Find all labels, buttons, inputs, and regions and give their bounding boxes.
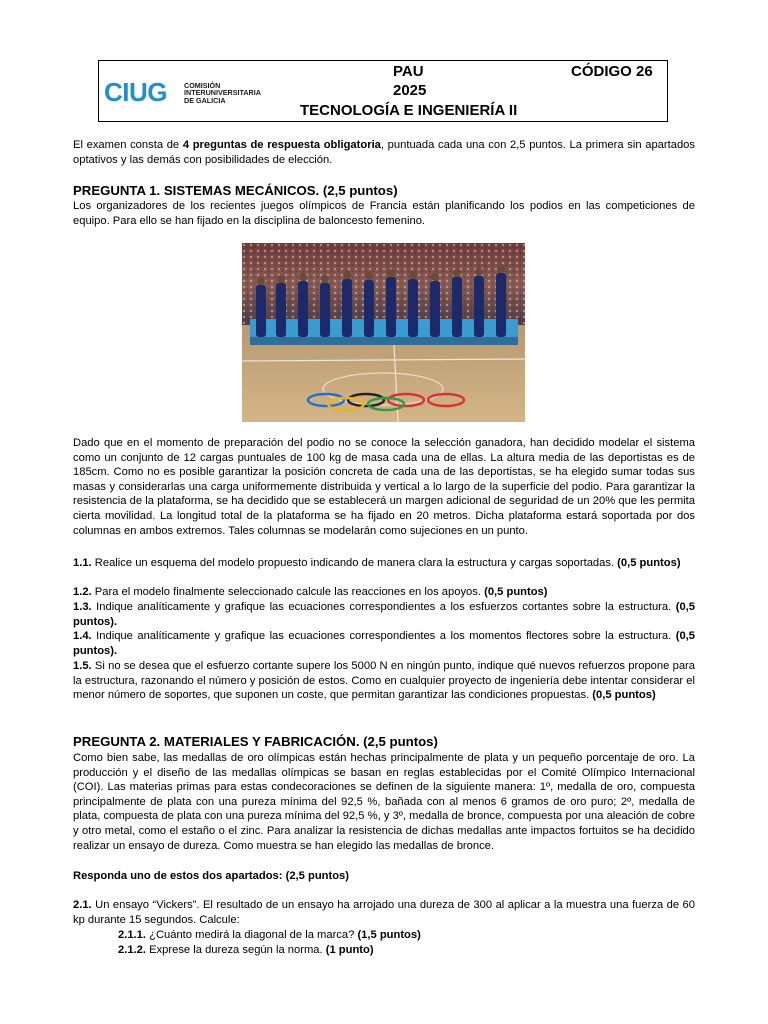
- exam-year: 2025: [393, 82, 427, 99]
- question-2-choice-instruction: Responda uno de estos dos apartados: (2,5 puntos): [73, 870, 349, 882]
- exam-header: [98, 60, 668, 122]
- question-1-item: 1.3. Indique analíticamente y grafique las ecuaciones correspondientes a los esfuerzos cortantes sobre la estructura. (0,5 puntos).: [73, 601, 695, 628]
- question-1-item: 1.1. Realice un esquema del modelo propuesto indicando de manera clara la estructura y cargas soportadas. (0,5 puntos): [73, 557, 681, 569]
- question-1-description: Dado que en el momento de preparación del podio no se conoce la selección ganadora, han decidido modelar el sistema como un conjunto de 12 cargas puntuales de 100 kg de masa cada una de ellas. La altura media de las deportistas es de 185cm. Como no es posible garantizar la posición concreta de cada una de las deportistas, se ha elegido sumar todas sus masas y considerarlas una carga uniformemente distribuida y vertical a lo largo de la superficie del podio. Para garantizar la resistencia de la plataforma, se ha decidido que se establecerá un margen adicional de seguridad de un 20% que les permita cierta movilidad. La longitud total de la plataforma se ha fijado en 20 metros. Dicha plataforma estará soportada por dos columnas en ambos extremos. Tales columnas se modelarán como sujeciones en un punto.: [73, 437, 695, 537]
- question-2-subitem-part: 2.1.2. Exprese la dureza según la norma. (1 punto): [118, 944, 374, 956]
- exam-type: PAU: [393, 63, 424, 80]
- ciug-logo-mark: CIUG: [104, 77, 167, 107]
- question-2-subitem: 2.1. Un ensayo “Vickers”. El resultado de un ensayo ha arrojado una dureza de 300 al aplicar a la muestra una fuerza de 60 kp durante 15 segundos. Calcule:: [73, 899, 695, 926]
- question-1-intro: Los organizadores de los recientes juegos olímpicos de Francia están planificando los podios en las competiciones de equipo. Para ello se han fijado en la disciplina de baloncesto femenino.: [73, 200, 695, 227]
- question-1-item: 1.2. Para el modelo finalmente seleccionado calcule las reacciones en los apoyos. (0,5 puntos): [73, 586, 548, 598]
- question-1-item: 1.4. Indique analíticamente y grafique las ecuaciones correspondientes a los momentos flectores sobre la estructura. (0,5 puntos).: [73, 630, 695, 657]
- question-1-item: 1.5. Si no se desea que el esfuerzo cortante supere los 5000 N en ningún punto, indique qué nuevos refuerzos propone para la estructura, razonando el número y posición de estos. Como en cualquier proyecto de ingeniería debe intentar considerar el menor número de soportes, que suponen un coste, que permitan garantizar las condiciones propuestas. (0,5 puntos): [73, 660, 695, 702]
- question-2-subitem-part: 2.1.1. ¿Cuánto medirá la diagonal de la marca? (1,5 puntos): [118, 929, 421, 941]
- exam-instructions: El examen consta de 4 preguntas de respuesta obligatoria, puntuada cada una con 2,5 puntos. La primera sin apartados optativos y las demás con posibilidades de elección.: [73, 139, 695, 166]
- ciug-logo-text: COMISIÓN INTERUNIVERSITARIA DE GALICIA: [184, 81, 261, 105]
- exam-code: CÓDIGO 26: [571, 63, 653, 80]
- exam-subject: TECNOLOGÍA E INGENIERÍA II: [300, 102, 518, 119]
- question-2-title: PREGUNTA 2. MATERIALES Y FABRICACIÓN. (2,5 puntos): [73, 734, 438, 749]
- question-2-description: Como bien sabe, las medallas de oro olímpicas están hechas principalmente de plata y un pequeño porcentaje de oro. La producción y el diseño de las medallas olímpicas se basan en reglas establecidas por el Comité Olímpico Internacional (COI). Las materias primas para estas condecoraciones se definen de la siguiente manera: 1º, medalla de oro, compuesta principalmente de plata con una pureza mínima del 92,5 %, bañada con al menos 6 gramos de oro puro; 2º, medalla de plata, compuesta de plata con una pureza mínima del 92,5 %, y 3º, medalla de bronce, compuesta por una aleación de cobre y otro metal, como el estaño o el zinc. Para analizar la resistencia de dichas medallas ante impactos fortuitos se ha decidido realizar un ensayo de dureza. Como muestra se han elegido las medallas de bronce.: [73, 752, 695, 852]
- question-1-title: PREGUNTA 1. SISTEMAS MECÁNICOS. (2,5 puntos): [73, 183, 398, 198]
- basketball-podium-photo: [242, 243, 525, 422]
